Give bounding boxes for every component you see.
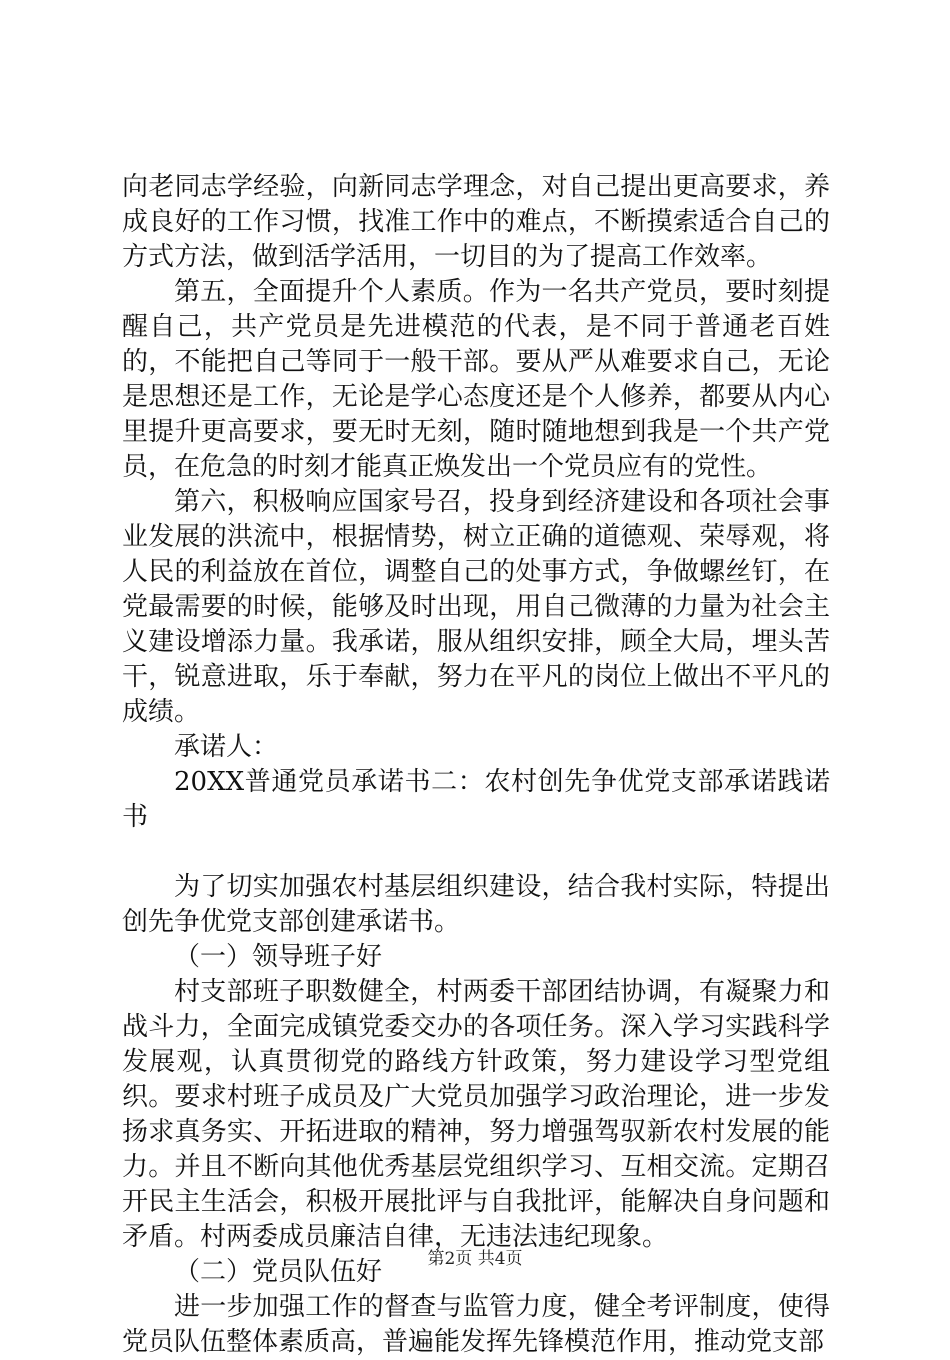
paragraph-party-members: 进一步加强工作的督查与监管力度，健全考评制度，使得党员队伍整体素质高，普遍能发挥先锋模范作用，推动党支部	[122, 1292, 830, 1357]
signatory-label: 承诺人：	[174, 732, 279, 762]
subheading-party-members: （二）党员队伍好	[174, 1257, 383, 1287]
paragraph-sixth-point: 第六，积极响应国家号召，投身到经济建设和各项社会事业发展的洪流中，根据情势，树立正确的道德观、荣辱观，将人民的利益放在首位，调整自己的处事方式，争做螺丝钉，在党最需要的时候，能够及时出现，用自己微薄的力量为社会主义建设增添力量。我承诺，服从组织安排，顾全大局，埋头苦干，锐意进取，乐于奉献，努力在平凡的岗位上做出不平凡的成绩。	[122, 487, 830, 727]
page-number-footer: 第2页 共4页	[427, 1249, 523, 1269]
paragraph-fifth-point: 第五，全面提升个人素质。作为一名共产党员，要时刻提醒自己，共产党员是先进模范的代表，是不同于普通老百姓的，不能把自己等同于一般干部。要从严从难要求自己，无论是思想还是工作，无论是学心态度还是个人修养，都要从内心里提升更高要求，要无时无刻，随时随地想到我是一个共产党员，在危急的时刻才能真正焕发出一个党员应有的党性。	[122, 277, 830, 482]
section-heading: 20XX普通党员承诺书二：农村创先争优党支部承诺践诺书	[122, 767, 830, 832]
subheading-leadership: （一）领导班子好	[174, 942, 383, 972]
document-body	[122, 170, 830, 1360]
paragraph-continuation: 向老同志学经验，向新同志学理念，对自己提出更高要求，养成良好的工作习惯，找准工作中的难点，不断摸索适合自己的方式方法，做到活学活用，一切目的为了提高工作效率。	[122, 172, 830, 272]
paragraph-intro: 为了切实加强农村基层组织建设，结合我村实际，特提出创先争优党支部创建承诺书。	[122, 872, 830, 937]
paragraph-leadership: 村支部班子职数健全，村两委干部团结协调，有凝聚力和战斗力，全面完成镇党委交办的各项任务。深入学习实践科学发展观，认真贯彻党的路线方针政策，努力建设学习型党组织。要求村班子成员及广大党员加强学习政治理论，进一步发扬求真务实、开拓进取的精神，努力增强驾驭新农村发展的能力。并且不断向其他优秀基层党组织学习、互相交流。定期召开民主生活会，积极开展批评与自我批评，能解决自身问题和矛盾。村两委成员廉洁自律，无违法违纪现象。	[122, 977, 830, 1252]
